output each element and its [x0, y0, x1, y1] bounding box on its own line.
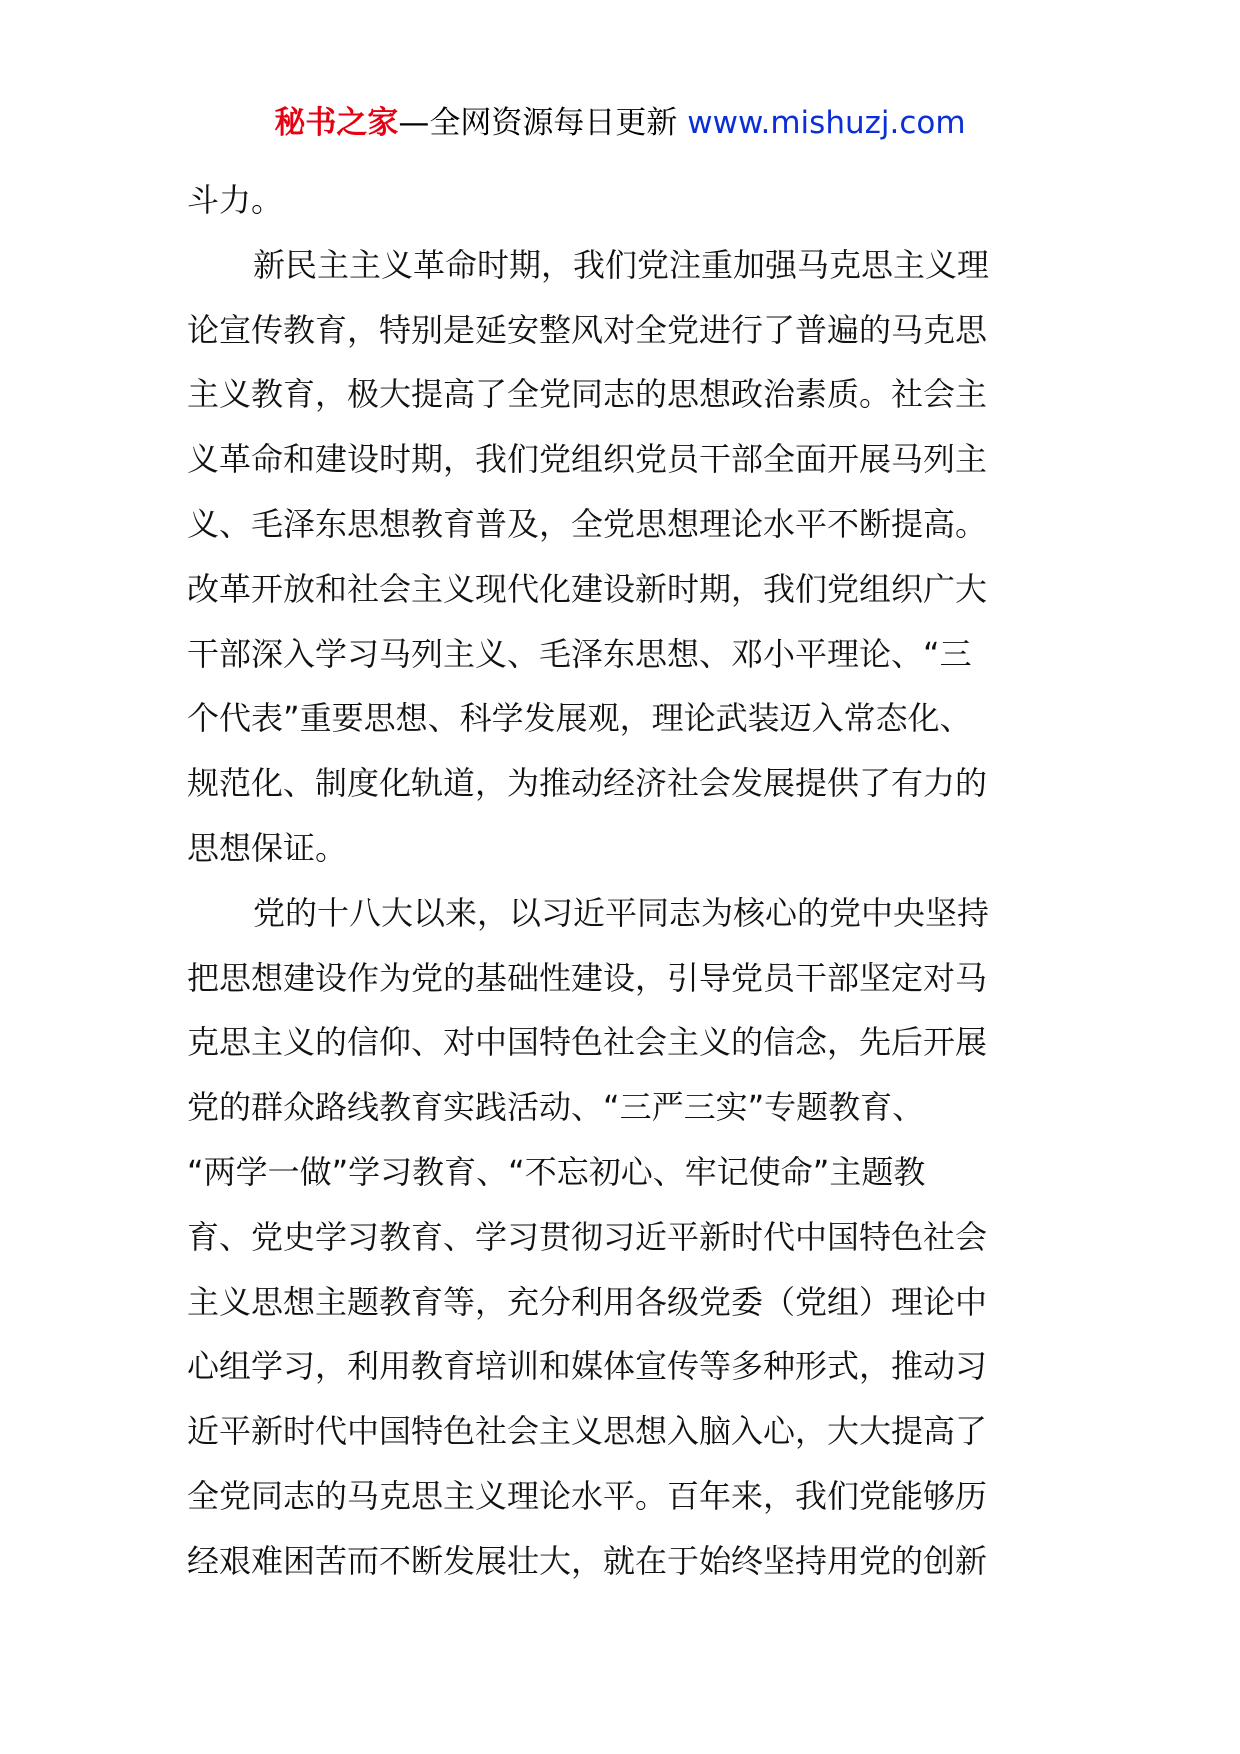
text-line: 心组学习，利用教育培训和媒体宣传等多种形式，推动习	[187, 1347, 988, 1386]
text-line: 论宣传教育，特别是延安整风对全党进行了普遍的马克思	[187, 310, 988, 349]
text-line: 斗力。	[187, 181, 284, 219]
text-line: 党的十八大以来，以习近平同志为核心的党中央坚持	[253, 893, 990, 932]
text-line: 改革开放和社会主义现代化建设新时期，我们党组织广大	[187, 569, 988, 608]
text-line: 经艰难困苦而不断发展壮大，就在于始终坚持用党的创新	[187, 1541, 988, 1580]
text-line: 个代表”重要思想、科学发展观，理论武装迈入常态化、	[187, 699, 972, 738]
text-line: 党的群众路线教育实践活动、“三严三实”专题教育、	[187, 1088, 925, 1127]
paragraph-since-18th-congress	[187, 881, 1063, 1594]
text-line: 育、党史学习教育、学习贯彻习近平新时代中国特色社会	[187, 1217, 988, 1256]
text-line: 主义教育，极大提高了全党同志的思想政治素质。社会主	[187, 375, 988, 414]
paragraph-new-democratic-revolution	[187, 233, 1063, 881]
text-line: “两学一做”学习教育、“不忘初心、牢记使命”主题教	[187, 1152, 926, 1191]
paragraph-continuation	[187, 168, 1063, 233]
brand-name: 秘书之家	[274, 105, 399, 141]
text-line: 克思主义的信仰、对中国特色社会主义的信念，先后开展	[187, 1023, 988, 1062]
text-line: 全党同志的马克思主义理论水平。百年来，我们党能够历	[187, 1476, 988, 1515]
text-line: 干部深入学习马列主义、毛泽东思想、邓小平理论、“三	[187, 634, 972, 673]
text-line: 义革命和建设时期，我们党组织党员干部全面开展马列主	[187, 440, 988, 479]
document-body	[187, 168, 1063, 1594]
text-line: 主义思想主题教育等，充分利用各级党委（党组）理论中	[187, 1282, 988, 1321]
header-slogan: —全网资源每日更新	[398, 105, 678, 141]
text-line: 义、毛泽东思想教育普及，全党思想理论水平不断提高。	[187, 504, 988, 543]
text-line: 近平新时代中国特色社会主义思想入脑入心，大大提高了	[187, 1412, 988, 1451]
text-line: 新民主主义革命时期，我们党注重加强马克思主义理	[253, 245, 990, 284]
text-line: 思想保证。	[187, 828, 348, 867]
website-link[interactable]: www.mishuzj.com	[687, 105, 966, 141]
text-line: 规范化、制度化轨道，为推动经济社会发展提供了有力的	[187, 764, 988, 803]
page-header	[0, 102, 1240, 144]
text-line: 把思想建设作为党的基础性建设，引导党员干部坚定对马	[187, 958, 988, 997]
